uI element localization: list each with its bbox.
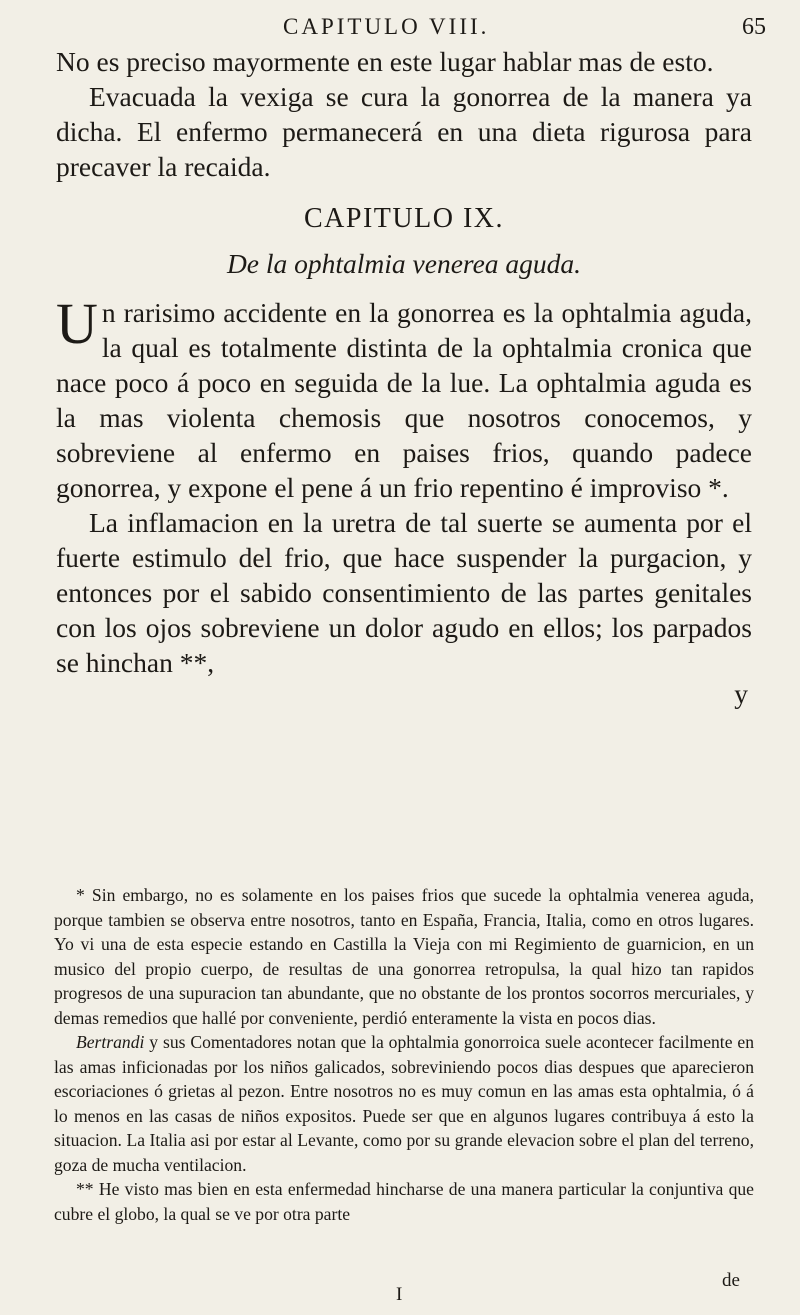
catchword-main: y (734, 678, 748, 709)
main-text (56, 44, 752, 708)
footnote-1: * Sin embargo, no es solamente en los paises frios que sucede la ophtalmia venerea aguda, porque tambien se observa entre nosotros, tanto en España, Francia, Italia, como en otros lugares. Yo vi una de esta especie estando en Castilla la Vieja con mi Regimiento de guarnicion, en un musico del propio cuerpo, de resultas de una gonorrea retropulsa, la qual hizo tan rapidos progresos de una supuracion tan abundante, que no obstante de los prontos socorros mercuriales, y demas remedios que hallé por conveniente, perdió enteramente la vista en pocos dias. (54, 885, 754, 1028)
footnote-1-continued (54, 1030, 754, 1177)
paragraph-1: No es preciso mayormente en este lugar hablar mas de esto. (56, 46, 714, 77)
paragraph-3-text: n rarisimo accidente en la gonorrea es la ophtalmia aguda, la qual es totalmente distinta de la ophtalmia cronica que nace poco á poco en seguida de la lue. La ophtalmia aguda es la mas violenta chemosis que nosotros conocemos, y sobreviene al enfermo en paises frios, quando padece gonorrea, y expone el pene á un frio repentino é improviso *. (56, 297, 752, 503)
page-number: 65 (742, 14, 766, 40)
footnote-author: Bertrandi (76, 1032, 145, 1052)
paragraph-4: La inflamacion en la uretra de tal suerte se aumenta por el fuerte estimulo del frio, que hace suspender la purgacion, y entonces por el sabido consentimiento de las partes genitales con los ojos sobreviene un dolor agudo en ellos; los parpados se hinchan **, (56, 507, 752, 678)
footnotes (54, 883, 754, 1226)
chapter-subtitle: De la ophtalmia venerea aguda. (226, 248, 582, 279)
paragraph-2: Evacuada la vexiga se cura la gonorrea de la manera ya dicha. El enfermo permanecerá en una dieta rigurosa para precaver la recaida. (56, 81, 752, 182)
running-header (0, 14, 800, 48)
footnote-1-continued-text: y sus Comentadores notan que la ophtalmia gonorroica suele acontecer facilmente en las amas inficionadas por los niños galicados, sobreviniendo pocos dias despues que aparecieron escoriaciones ó grietas al pezon. Entre nosotros no es muy comun en las amas esta ophtalmia, ó á lo menos en las casas de niños expositos. Puede ser que en algunos lugares contribuya á esto la situacion. La Italia asi por estar al Levante, como por su grande elevacion sobre el plan del terreno, goza de mucha ventilacion. (54, 1032, 754, 1175)
chapter-heading: CAPITULO IX. (304, 203, 504, 234)
catchword-footer: de (722, 1270, 740, 1291)
drop-cap: U (56, 291, 98, 356)
signature-mark: I (396, 1284, 403, 1305)
footnote-2: ** He visto mas bien en esta enfermedad hincharse de una manera particular la conjuntiva que cubre el globo, la qual se ve por otra parte (54, 1179, 754, 1224)
running-title: CAPITULO VIII. (283, 14, 490, 39)
page-footer (0, 1270, 800, 1310)
paragraph-3 (56, 291, 752, 505)
